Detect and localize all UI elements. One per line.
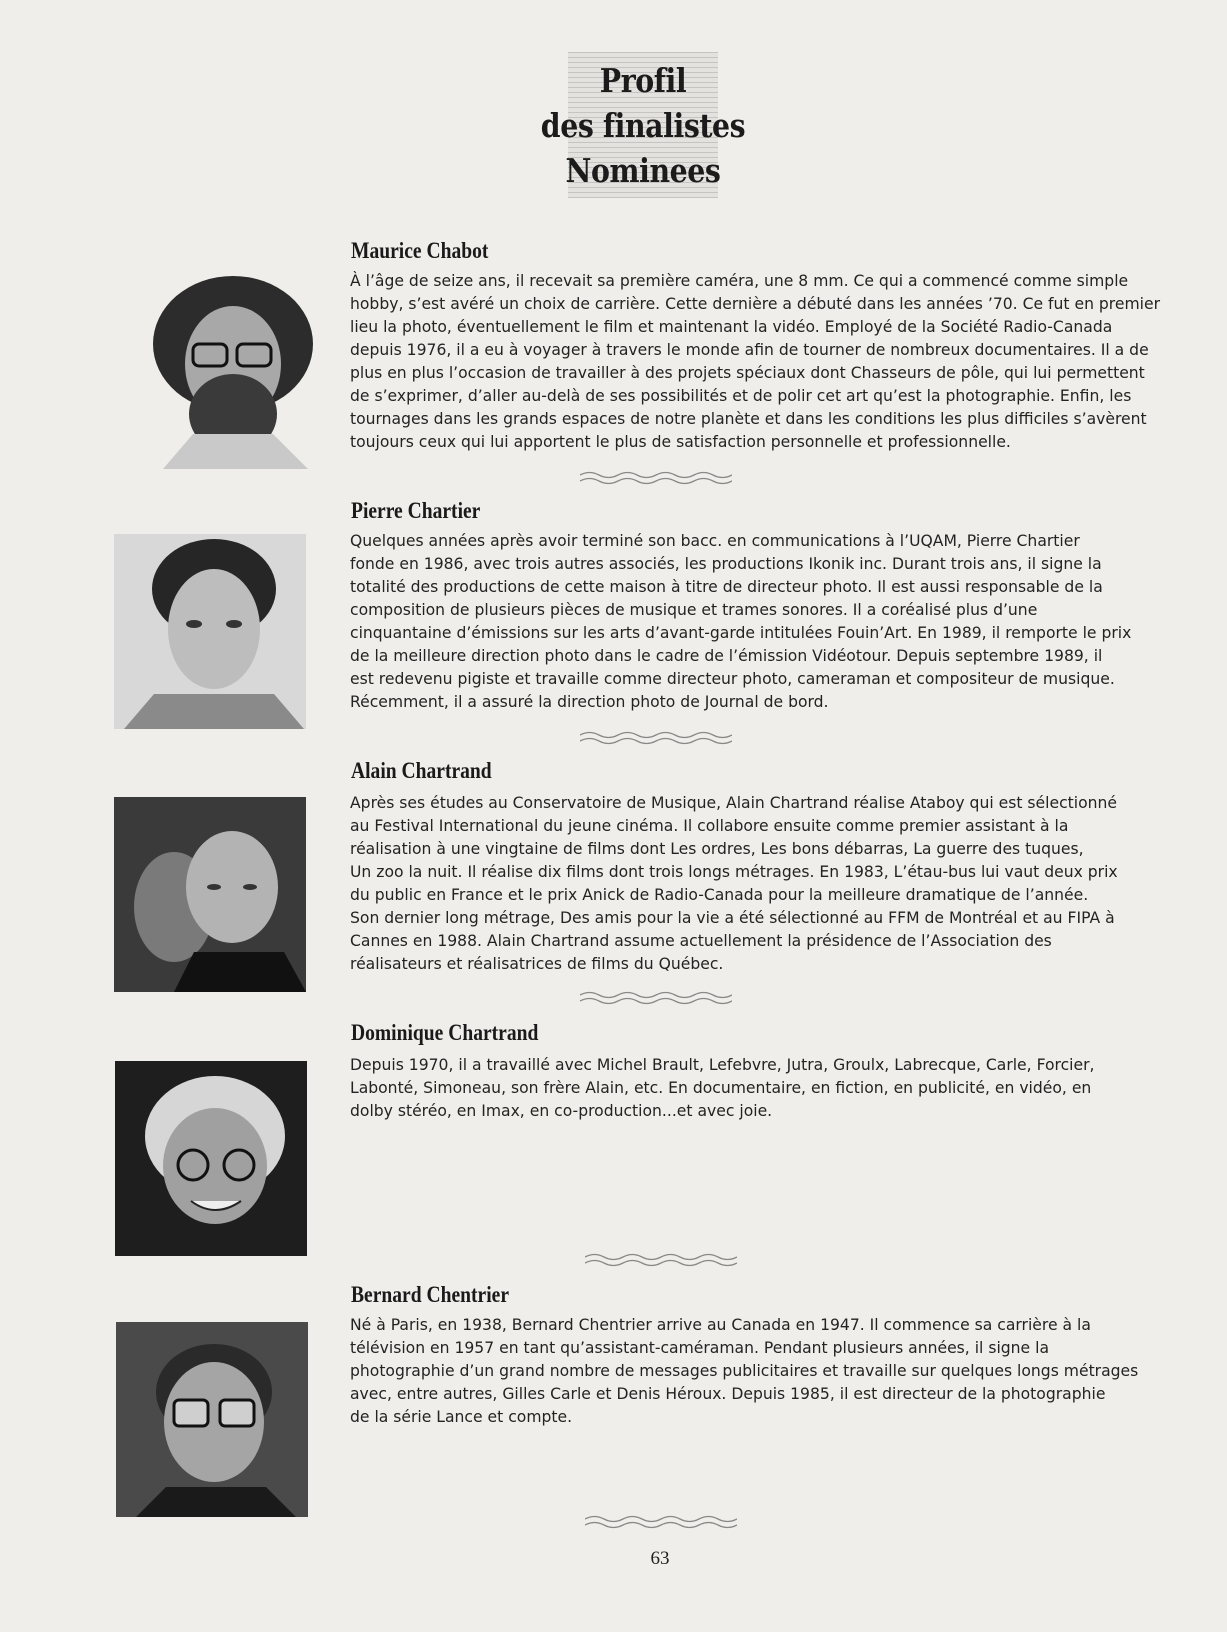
title-line-1: Profil xyxy=(599,61,687,100)
bio-line: depuis 1976, il a eu à voyager à travers le monde afin de tourner de nombreux documentaires. Il a de xyxy=(350,341,1149,359)
bio-line: À l’âge de seize ans, il recevait sa première caméra, une 8 mm. Ce qui a commencé comme simple xyxy=(350,272,1129,290)
bio-line: plus en plus l’occasion de travailler à des projets spéciaux dont Chasseurs de pôle, qui lui permettent xyxy=(350,364,1145,382)
bio-line: Après ses études au Conservatoire de Musique, Alain Chartrand réalise Ataboy qui est sélectionné xyxy=(350,794,1117,812)
portrait-photo-bernard-chentrier xyxy=(116,1322,308,1517)
portrait-image xyxy=(116,1322,308,1517)
bio-line: lieu la photo, éventuellement le film et maintenant la vidéo. Employé de la Société Radio-Canada xyxy=(350,318,1113,336)
profile-bio-pierre-chartier xyxy=(350,530,1170,714)
bio-line: Labonté, Simoneau, son frère Alain, etc. En documentaire, en fiction, en publicité, en vidéo, en xyxy=(350,1079,1092,1097)
bio-line: de la meilleure direction photo dans le cadre de l’émission Vidéotour. Depuis septembre 1989, il xyxy=(350,647,1103,665)
profile-name-bernard-chentrier: Bernard Chentrier xyxy=(351,1282,510,1307)
profile-name-alain-chartrand: Alain Chartrand xyxy=(351,758,492,783)
bio-line: Né à Paris, en 1938, Bernard Chentrier arrive au Canada en 1947. Il commence sa carrière à la xyxy=(350,1316,1091,1334)
bio-line: est redevenu pigiste et travaille comme directeur photo, cameraman et compositeur de musique. xyxy=(350,670,1115,688)
profile-bio-alain-chartrand xyxy=(350,792,1170,976)
portrait-image xyxy=(114,534,306,729)
profile-bio-maurice-chabot xyxy=(350,270,1170,454)
portrait-photo-pierre-chartier xyxy=(114,534,306,729)
bio-line: du public en France et le prix Anick de Radio-Canada pour la meilleure dramatique de l’année. xyxy=(350,886,1089,904)
bio-line: réalisateurs et réalisatrices de films du Québec. xyxy=(350,955,724,973)
bio-line: avec, entre autres, Gilles Carle et Denis Héroux. Depuis 1985, il est directeur de la photographie xyxy=(350,1385,1106,1403)
bio-line: cinquantaine d’émissions sur les arts d’avant-garde intitulées Fouin’Art. En 1989, il remporte le prix xyxy=(350,624,1132,642)
bio-line: Cannes en 1988. Alain Chartrand assume actuellement la présidence de l’Association des xyxy=(350,932,1052,950)
profile-bio-dominique-chartrand xyxy=(350,1054,1170,1123)
wave-divider-icon xyxy=(585,1514,737,1530)
bio-line: Son dernier long métrage, Des amis pour la vie a été sélectionné au FFM de Montréal et au FIPA à xyxy=(350,909,1115,927)
page-number: 63 xyxy=(650,1548,670,1569)
bio-line: photographie d’un grand nombre de messages publicitaires et travaille sur quelques longs métrages xyxy=(350,1362,1139,1380)
bio-line: Quelques années après avoir terminé son bacc. en communications à l’UQAM, Pierre Chartier xyxy=(350,532,1080,550)
bio-line: Depuis 1970, il a travaillé avec Michel Brault, Lefebvre, Jutra, Groulx, Labrecque, Carle, Forcier, xyxy=(350,1056,1095,1074)
bio-line: toujours ceux qui lui apportent le plus de satisfaction personnelle et professionnelle. xyxy=(350,433,1011,451)
portrait-image xyxy=(133,274,325,469)
title-line-2: des finalistes xyxy=(540,106,746,145)
bio-line: totalité des productions de cette maison à titre de directeur photo. Il est aussi responsable de la xyxy=(350,578,1103,596)
wave-divider-icon xyxy=(580,730,732,746)
portrait-image xyxy=(115,1061,307,1256)
bio-line: télévision en 1957 en tant qu’assistant-caméraman. Pendant plusieurs années, il signe la xyxy=(350,1339,1050,1357)
profile-name-dominique-chartrand: Dominique Chartrand xyxy=(351,1020,539,1045)
wave-divider-icon xyxy=(580,470,732,486)
bio-line: hobby, s’est avéré un choix de carrière. Cette dernière a débuté dans les années ’70. Ce fut en premier xyxy=(350,295,1160,313)
portrait-image xyxy=(114,797,306,992)
wave-divider-icon xyxy=(585,1252,737,1268)
bio-line: Un zoo la nuit. Il réalise dix films dont trois longs métrages. En 1983, L’étau-bus lui vaut deux prix xyxy=(350,863,1118,881)
profile-name-pierre-chartier: Pierre Chartier xyxy=(351,498,481,523)
bio-line: composition de plusieurs pièces de musique et trames sonores. Il a coréalisé plus d’une xyxy=(350,601,1038,619)
bio-line: fonde en 1986, avec trois autres associés, les productions Ikonik inc. Durant trois ans, il signe la xyxy=(350,555,1102,573)
page-title xyxy=(537,58,749,193)
bio-line: Récemment, il a assuré la direction photo de Journal de bord. xyxy=(350,693,829,711)
bio-line: tournages dans les grands espaces de notre planète et dans les conditions les plus difficiles s’avèrent xyxy=(350,410,1147,428)
bio-line: de s’exprimer, d’aller au-delà de ses possibilités et de polir cet art qu’est la photographie. Enfin, les xyxy=(350,387,1132,405)
bio-line: au Festival International du jeune cinéma. Il collabore ensuite comme premier assistant à la xyxy=(350,817,1069,835)
profile-bio-bernard-chentrier xyxy=(350,1314,1170,1429)
bio-line: de la série Lance et compte. xyxy=(350,1408,573,1426)
portrait-photo-dominique-chartrand xyxy=(115,1061,307,1256)
title-line-3: Nominees xyxy=(565,151,721,190)
bio-line: réalisation à une vingtaine de films dont Les ordres, Les bons débarras, La guerre des tuques, xyxy=(350,840,1084,858)
profile-name-maurice-chabot: Maurice Chabot xyxy=(351,238,489,263)
portrait-photo-alain-chartrand xyxy=(114,797,306,992)
bio-line: dolby stéréo, en Imax, en co-production...et avec joie. xyxy=(350,1102,773,1120)
wave-divider-icon xyxy=(580,990,732,1006)
portrait-photo-maurice-chabot xyxy=(133,274,325,469)
